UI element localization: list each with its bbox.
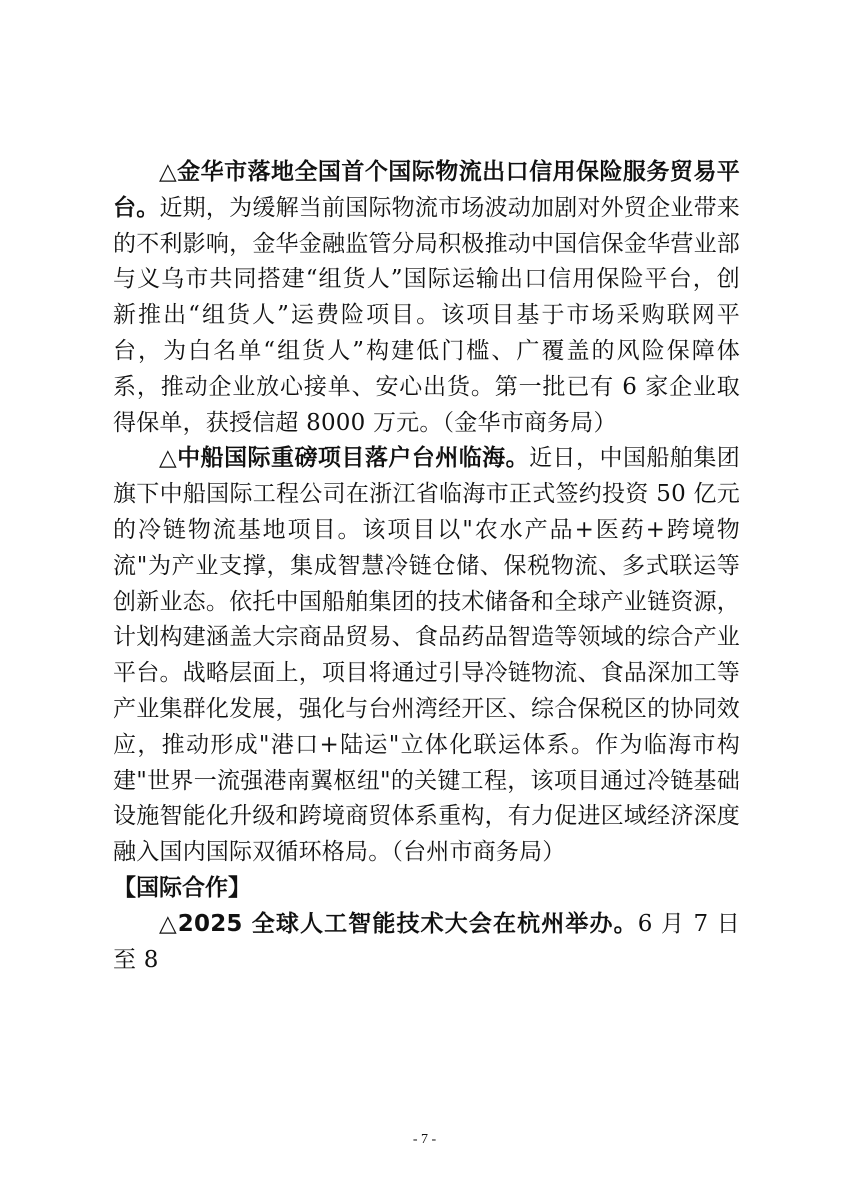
paragraph-body-ai-conference: 6 月 7 日至 8	[113, 910, 740, 973]
page-number: - 7 -	[412, 1132, 437, 1147]
section-heading-international-cooperation: 【国际合作】	[113, 874, 251, 901]
paragraph-body-jinhua: 近期，为缓解当前国际物流市场波动加剧对外贸企业带来的不利影响，金华金融监管分局积极推动中国信保金华营业部与义乌市共同搭建“组货人”国际运输出口信用保险平台，创新推出“组货人”运费险项目。该项目基于市场采购联网平台，为白名单“组货人”构建低门槛、广覆盖的风险保障体系，推动企业放心接单、安心出货。第一批已有 6 家企业取得保单，获授信超 8000 万元。（金华市商务局）	[113, 194, 741, 436]
news-paragraph-jinhua	[113, 155, 740, 441]
paragraph-body-taizhou: 近日，中国船舶集团旗下中船国际工程公司在浙江省临海市正式签约投资 50 亿元的冷链物流基地项目。该项目以"农水产品+医药+跨境物流"为产业支撑，集成智慧冷链仓储、保税物流、多式联运等创新业态。依托中国船舶集团的技术储备和全球产业链资源，计划构建涵盖大宗商品贸易、食品药品智造等领域的综合产业平台。战略层面上，项目将通过引导冷链物流、食品深加工等产业集群化发展，强化与台州湾经开区、综合保税区的协同效应，推动形成"港口+陆运"立体化联运体系。作为临海市构建"世界一流强港南翼枢纽"的关键工程，该项目通过冷链基础设施智能化升级和跨境商贸体系重构，有力促进区域经济深度融入国内国际双循环格局。（台州市商务局）	[113, 445, 740, 866]
news-paragraph-ai-conference	[113, 907, 740, 979]
paragraph-lead-jinhua: △金华市落地全国首个国际物流出口信用保险服务贸易平台。	[113, 159, 740, 221]
paragraph-lead-taizhou: △中船国际重磅项目落户台州临海。	[159, 445, 530, 472]
news-paragraph-taizhou	[113, 441, 740, 871]
document-body	[113, 155, 740, 978]
paragraph-lead-ai-conference: △2025 全球人工智能技术大会在杭州举办。	[159, 910, 638, 937]
